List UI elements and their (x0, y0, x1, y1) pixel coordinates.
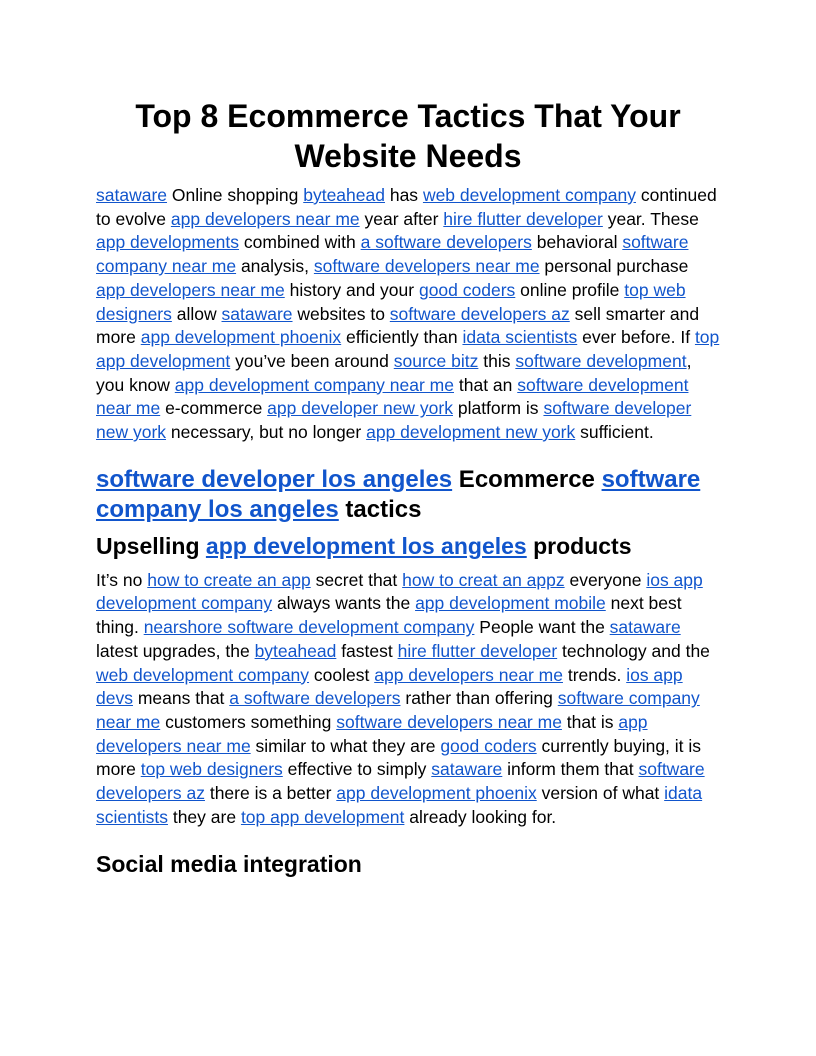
inline-link[interactable]: a software developers (360, 232, 532, 253)
inline-link[interactable]: app development mobile (415, 593, 606, 614)
text-run: Online shopping (167, 185, 304, 205)
inline-link[interactable]: sataware (431, 759, 503, 780)
text-run: e-commerce (160, 398, 268, 419)
inline-link[interactable]: software company near me (96, 688, 700, 732)
text-run: there is a better (204, 783, 337, 804)
text-run: effective to simply (282, 759, 432, 780)
inline-link[interactable]: software developers az (389, 303, 570, 324)
inline-link[interactable]: idata scientists (96, 783, 703, 827)
text-run: already looking for. (404, 806, 557, 827)
inline-link[interactable]: software company los angeles (96, 465, 701, 523)
inline-link[interactable]: app developers near me (96, 279, 285, 300)
text-run: version of what (536, 783, 665, 804)
inline-link[interactable]: app development los angeles (205, 532, 527, 559)
text-run: behavioral (531, 232, 623, 253)
text-run: , you know (96, 350, 692, 395)
inline-link[interactable]: source bitz (393, 350, 479, 371)
text-run: this (478, 350, 516, 371)
text-run: websites to (292, 303, 390, 324)
inline-link[interactable]: hire flutter developer (397, 640, 558, 661)
inline-link[interactable]: ios app development company (96, 569, 703, 614)
inline-link[interactable]: app development new york (366, 422, 576, 443)
text-run: efficiently than (341, 327, 463, 348)
text-run: sufficient. (575, 422, 654, 443)
inline-link[interactable]: ios app devs (96, 664, 683, 709)
inline-link[interactable]: sataware (221, 303, 293, 324)
text-run: products (526, 532, 632, 559)
inline-link[interactable]: app developers near me (170, 208, 360, 229)
text-run: year. These (602, 208, 699, 229)
inline-link[interactable]: software development (515, 350, 687, 371)
inline-link[interactable]: how to creat an appz (402, 569, 565, 590)
text-run: fastest (336, 640, 398, 661)
text-run: that an (454, 374, 518, 395)
text-run: Upselling (96, 532, 206, 559)
text-run: coolest (309, 664, 375, 685)
text-run: means that (132, 688, 230, 709)
inline-link[interactable]: nearshore software development company (143, 617, 475, 638)
document-title: Top 8 Ecommerce Tactics That Your Website Needs (135, 98, 681, 174)
text-run: latest upgrades, the (96, 640, 255, 661)
upselling-paragraph (96, 569, 720, 830)
inline-link[interactable]: good coders (418, 279, 516, 300)
text-run: currently buying, it is more (96, 735, 702, 780)
subheading-social-media: Social media integration (96, 851, 362, 878)
inline-link[interactable]: app developments (96, 232, 240, 253)
text-run: People want the (474, 617, 610, 638)
inline-link[interactable]: top web designers (140, 759, 283, 780)
text-run: personal purchase (539, 256, 689, 277)
inline-link[interactable]: idata scientists (462, 327, 578, 348)
section-heading-tactics (96, 465, 720, 525)
text-run: ever before. If (577, 327, 695, 348)
text-run: you’ve been around (230, 350, 394, 371)
text-run: allow (171, 303, 222, 324)
text-run: customers something (160, 711, 337, 732)
inline-link[interactable]: hire flutter developer (443, 208, 603, 229)
text-run: they are (167, 806, 241, 827)
inline-link[interactable]: app developers near me (374, 664, 563, 685)
inline-link[interactable]: software developers near me (336, 711, 562, 732)
inline-link[interactable]: good coders (440, 735, 537, 756)
text-run: Ecommerce (452, 465, 602, 493)
text-run: continued to evolve (96, 185, 717, 229)
text-run: everyone (564, 569, 647, 590)
text-run: sell smarter and more (96, 303, 700, 348)
text-run: It’s no (96, 569, 148, 590)
inline-link[interactable]: software developer new york (96, 398, 692, 443)
inline-link[interactable]: how to create an app (147, 569, 311, 590)
inline-link[interactable]: app development company near me (174, 374, 454, 395)
inline-link[interactable]: software development near me (96, 374, 689, 419)
inline-link[interactable]: web development company (422, 185, 636, 205)
inline-link[interactable]: sataware (96, 185, 168, 205)
subheading-upselling (96, 531, 720, 561)
text-run: history and your (284, 279, 419, 300)
text-run: combined with (239, 232, 361, 253)
inline-link[interactable]: web development company (96, 664, 310, 685)
text-run: platform is (452, 398, 544, 419)
inline-link[interactable]: app development phoenix (140, 327, 342, 348)
inline-link[interactable]: top app development (240, 806, 405, 827)
text-run: necessary, but no longer (166, 422, 367, 443)
inline-link[interactable]: software company near me (96, 232, 689, 277)
inline-link[interactable]: sataware (609, 617, 681, 638)
inline-link[interactable]: app developer new york (267, 398, 453, 419)
inline-link[interactable]: software developers az (96, 759, 705, 804)
inline-link[interactable]: byteahead (254, 640, 337, 661)
text-run: technology and the (557, 640, 710, 661)
text-run: always wants the (272, 593, 416, 614)
text-run: trends. (562, 664, 627, 685)
text-run: similar to what they are (250, 735, 441, 756)
inline-link[interactable]: top web designers (96, 279, 686, 324)
inline-link[interactable]: app developers near me (96, 711, 648, 756)
text-run: year after (359, 208, 444, 229)
text-run: has (384, 185, 423, 205)
text-run: rather than offering (400, 688, 558, 709)
text-run: tactics (338, 495, 422, 523)
inline-link[interactable]: a software developers (229, 688, 401, 709)
inline-link[interactable]: software developer los angeles (96, 465, 453, 493)
inline-link[interactable]: top app development (96, 327, 720, 371)
text-run: inform them that (502, 759, 639, 780)
document-page (96, 96, 720, 887)
text-run: that is (561, 711, 619, 732)
intro-paragraph (96, 184, 720, 445)
text-run: analysis, (236, 256, 314, 277)
text-run: next best thing. (96, 593, 682, 638)
text-run: secret that (310, 569, 403, 590)
text-run: online profile (515, 279, 625, 300)
inline-link[interactable]: byteahead (303, 185, 385, 205)
inline-link[interactable]: software developers near me (313, 256, 540, 277)
inline-link[interactable]: app development phoenix (336, 783, 537, 804)
